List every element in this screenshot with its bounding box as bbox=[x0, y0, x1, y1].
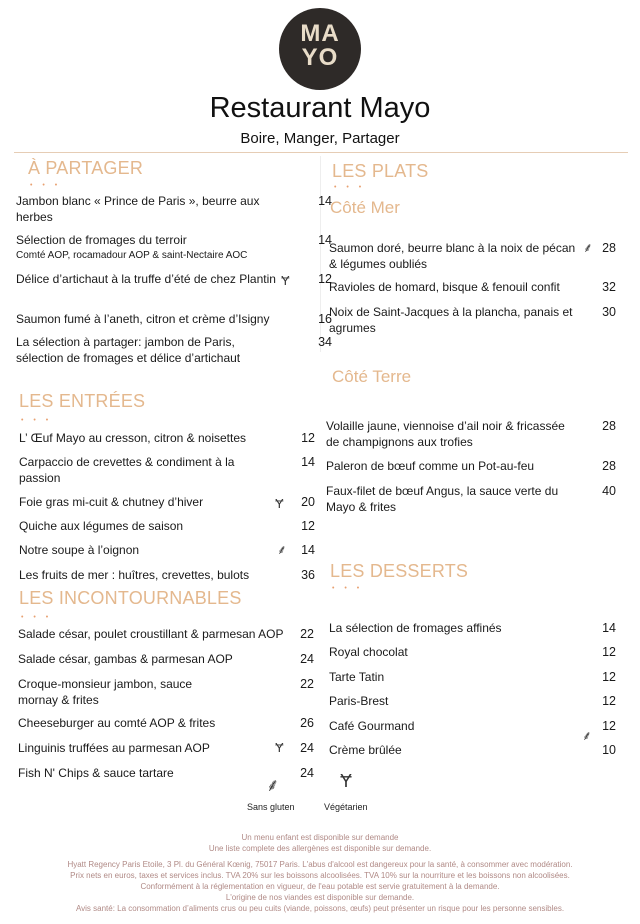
subheading-cote-mer: Côté Mer bbox=[330, 198, 400, 217]
section-dots: • • • bbox=[334, 184, 366, 191]
footer-legal: Conformément à la réglementation en vigueur, de l'eau potable est servie gratuitement à la demande. bbox=[140, 882, 500, 891]
item-name: Crème brûlée bbox=[329, 743, 402, 757]
menu-item bbox=[16, 193, 332, 225]
item-name: Paris-Brest bbox=[329, 694, 389, 708]
menu-item bbox=[18, 740, 314, 756]
menu-item bbox=[18, 765, 314, 781]
item-price: 28 bbox=[602, 459, 616, 473]
menu-item bbox=[329, 669, 616, 685]
menu-item bbox=[329, 240, 616, 272]
item-price: 14 bbox=[301, 455, 315, 469]
item-name: Noix de Saint-Jacques à la plancha, panais et agrumes bbox=[329, 305, 573, 335]
item-name: Jambon blanc « Prince de Paris », beurre aux herbes bbox=[16, 194, 260, 224]
menu-item bbox=[19, 454, 315, 486]
section-dots: • • • bbox=[21, 417, 53, 424]
item-name: Délice d’artichaut à la truffe d’été de chez Plantin bbox=[16, 272, 276, 286]
footer-legal: Avis santé: La consommation d’aliments crus ou peu cuits (viande, poissons, œufs) peut présenter un risque pour les personne sensibles. bbox=[75, 904, 565, 913]
item-name: Foie gras mi-cuit & chutney d’hiver bbox=[19, 495, 204, 509]
logo-text-bottom: YO bbox=[301, 44, 339, 71]
menu-item bbox=[16, 232, 332, 264]
section-dots: • • • bbox=[21, 614, 53, 621]
section-dots: • • • bbox=[332, 585, 364, 592]
menu-item bbox=[329, 693, 616, 709]
menu-item bbox=[329, 718, 616, 743]
item-name: Volaille jaune, viennoise d’ail noir & fricassée de champignons aux trofies bbox=[326, 419, 565, 449]
item-price: 22 bbox=[300, 677, 314, 691]
sprout-icon: Ɏ bbox=[340, 771, 353, 791]
wheat-crossed-icon: ⸙ bbox=[277, 542, 287, 557]
wheat-crossed-icon: ⸙ bbox=[583, 240, 593, 255]
item-price: 12 bbox=[301, 519, 315, 533]
wheat-crossed-icon: ⸙ bbox=[582, 728, 592, 743]
item-price: 30 bbox=[602, 305, 616, 319]
item-price: 12 bbox=[602, 670, 616, 684]
menu-item bbox=[329, 620, 616, 636]
item-name: Cheeseburger au comté AOP & frites bbox=[18, 716, 216, 730]
section-dots: • • • bbox=[30, 182, 62, 189]
item-price: 24 bbox=[300, 741, 314, 755]
item-name: Les fruits de mer : huîtres, crevettes, bulots bbox=[19, 568, 250, 582]
item-name: Saumon fumé à l’aneth, citron et crème d’Isigny bbox=[16, 312, 270, 326]
menu-item bbox=[18, 626, 314, 642]
item-price: 12 bbox=[602, 694, 616, 708]
item-name: Carpaccio de crevettes & condiment à la passion bbox=[19, 455, 235, 485]
item-price: 12 bbox=[602, 645, 616, 659]
item-price: 12 bbox=[602, 719, 616, 733]
footer-legal: Prix nets en euros, taxes et services inclus. TVA 20% sur les boissons alcoolisées. TVA 10% sur la nourriture et les boissons non alcoolisées. bbox=[70, 871, 570, 880]
menu-item bbox=[16, 311, 332, 327]
footer-legal: Hyatt Regency Paris Etoile, 3 Pl. du Général Kœnig, 75017 Paris. L'abus d'alcool est dangereux pour la santé, à consommer avec modération. bbox=[67, 860, 573, 869]
menu-item bbox=[326, 483, 616, 515]
item-name: Tarte Tatin bbox=[329, 670, 385, 684]
subheading-cote-terre: Côté Terre bbox=[332, 367, 412, 386]
item-name: Faux-filet de bœuf Angus, la sauce verte du Mayo & frites bbox=[326, 484, 559, 514]
item-price: 10 bbox=[602, 743, 616, 757]
item-price: 28 bbox=[602, 241, 616, 255]
item-price: 14 bbox=[301, 543, 315, 557]
section-heading-entrees: LES ENTRÉES bbox=[19, 391, 146, 411]
menu-item bbox=[19, 567, 315, 583]
menu-item bbox=[16, 271, 332, 288]
menu-item bbox=[19, 518, 315, 534]
item-name: Café Gourmand bbox=[329, 719, 415, 733]
sprout-icon: Ɏ bbox=[275, 740, 284, 755]
item-name: Saumon doré, beurre blanc à la noix de pécan & légumes oubliés bbox=[329, 241, 576, 271]
legend-gluten-free: Sans gluten bbox=[247, 802, 295, 812]
item-price: 22 bbox=[300, 627, 314, 641]
footer-note: Un menu enfant est disponible sur demande bbox=[241, 833, 399, 842]
item-price: 14 bbox=[318, 194, 332, 208]
item-name: Croque-monsieur jambon, sauce mornay & frites bbox=[18, 677, 193, 707]
mayo-logo bbox=[279, 8, 361, 90]
item-price: 26 bbox=[300, 716, 314, 730]
item-name: Royal chocolat bbox=[329, 645, 408, 659]
wheat-crossed-icon: ⸙ bbox=[266, 775, 280, 795]
section-heading-incontournables: LES INCONTOURNABLES bbox=[19, 588, 242, 608]
menu-item bbox=[16, 334, 332, 366]
item-price: 40 bbox=[602, 484, 616, 498]
footer-note: Une liste complete des allergènes est disponible sur demande. bbox=[208, 844, 432, 853]
divider bbox=[14, 152, 628, 153]
item-price: 24 bbox=[300, 766, 314, 780]
item-price: 14 bbox=[318, 233, 332, 247]
menu-item bbox=[329, 279, 616, 295]
footer-legal: L'origine de nos viandes est disponible sur demande. bbox=[225, 893, 415, 902]
item-name: Linguinis truffées au parmesan AOP bbox=[18, 741, 210, 755]
item-name: Ravioles de homard, bisque & fenouil confit bbox=[329, 280, 560, 294]
item-price: 28 bbox=[602, 419, 616, 433]
item-price: 24 bbox=[300, 652, 314, 666]
item-name: Paleron de bœuf comme un Pot-au-feu bbox=[326, 459, 535, 473]
section-heading-plats: LES PLATS bbox=[332, 161, 429, 181]
menu-item bbox=[18, 676, 314, 708]
legend-vegetarian: Végétarien bbox=[324, 802, 368, 812]
item-price: 20 bbox=[301, 495, 315, 509]
menu-item bbox=[326, 418, 616, 450]
menu-item bbox=[19, 494, 315, 511]
item-name: Quiche aux légumes de saison bbox=[19, 519, 184, 533]
item-name: Salade césar, poulet croustillant & parmesan AOP bbox=[18, 627, 284, 641]
section-heading-desserts: LES DESSERTS bbox=[330, 561, 469, 581]
menu-item bbox=[329, 742, 616, 758]
item-name: Salade césar, gambas & parmesan AOP bbox=[18, 652, 233, 666]
restaurant-subtitle: Boire, Manger, Partager bbox=[240, 130, 400, 147]
item-name: La sélection à partager: jambon de Paris, sélection de fromages et délice d’artichaut bbox=[16, 335, 241, 365]
sprout-icon: Ɏ bbox=[275, 496, 284, 511]
item-name: Sélection de fromages du terroir bbox=[16, 233, 187, 247]
item-name: Notre soupe à l’oignon bbox=[19, 543, 140, 557]
menu-item bbox=[19, 542, 315, 558]
item-detail: Comté AOP, rocamadour AOP & saint-Nectaire AOC bbox=[16, 250, 248, 261]
logo-text-top: MA bbox=[300, 20, 340, 47]
item-name: Fish N' Chips & sauce tartare bbox=[18, 766, 174, 780]
item-price: 12 bbox=[301, 431, 315, 445]
item-price: 16 bbox=[318, 312, 332, 326]
menu-item bbox=[329, 644, 616, 660]
item-name: La sélection de fromages affinés bbox=[329, 621, 502, 635]
item-price: 14 bbox=[602, 621, 616, 635]
section-heading-partager: À PARTAGER bbox=[28, 158, 144, 178]
item-price: 12 bbox=[318, 272, 332, 286]
restaurant-title: Restaurant Mayo bbox=[209, 92, 431, 124]
menu-item bbox=[329, 304, 616, 336]
item-name: L’ Œuf Mayo au cresson, citron & noisettes bbox=[19, 431, 246, 445]
sprout-icon: Ɏ bbox=[281, 273, 290, 288]
menu-item bbox=[19, 430, 315, 446]
menu-item bbox=[18, 715, 314, 731]
item-price: 32 bbox=[602, 280, 616, 294]
item-price: 34 bbox=[318, 335, 332, 349]
item-price: 36 bbox=[301, 568, 315, 582]
menu-item bbox=[326, 458, 616, 474]
menu-item bbox=[18, 651, 314, 667]
